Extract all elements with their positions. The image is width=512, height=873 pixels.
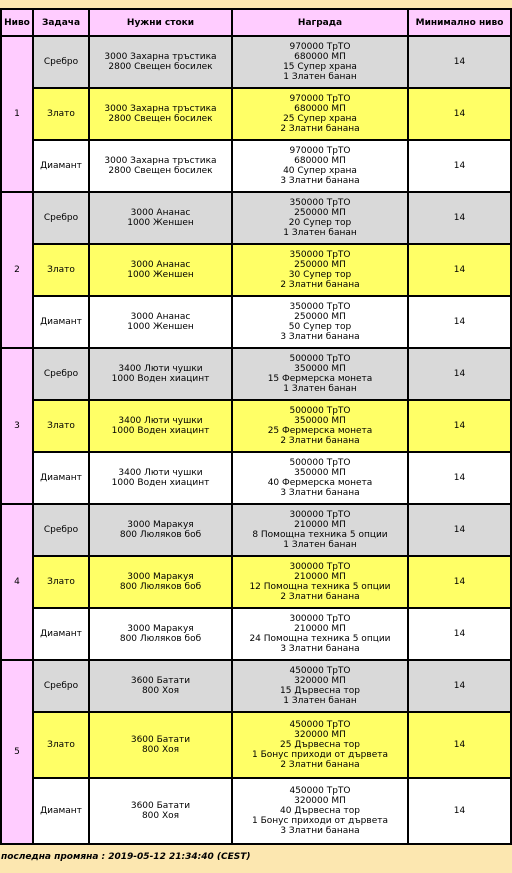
reward-line: 8 Помощна техника 5 опции bbox=[252, 530, 388, 540]
min-level-cell: 14 bbox=[408, 608, 511, 660]
table-row bbox=[1, 556, 511, 608]
min-level-cell: 14 bbox=[408, 296, 511, 348]
level-cell: 1 bbox=[1, 36, 33, 192]
goods-line: 1000 Воден хиацинт bbox=[111, 478, 210, 488]
header-goods: Нужни стоки bbox=[89, 9, 232, 36]
header-level: Ниво bbox=[1, 9, 33, 36]
reward-line: 24 Помощна техника 5 опции bbox=[249, 634, 391, 644]
goods-line: 3400 Люти чушки bbox=[118, 416, 203, 426]
reward-line: 30 Супер тор bbox=[288, 270, 352, 280]
goods-cell bbox=[89, 296, 232, 348]
goods-cell bbox=[89, 192, 232, 244]
reward-cell bbox=[232, 192, 408, 244]
goods-line: 2800 Свещен босилек bbox=[108, 166, 213, 176]
reward-line: 25 Супер храна bbox=[283, 114, 357, 124]
goods-cell bbox=[89, 36, 232, 88]
reward-line: 350000 ТрТО bbox=[289, 198, 351, 208]
goods-line: 2800 Свещен босилек bbox=[108, 62, 213, 72]
goods-line: 800 Хоя bbox=[141, 745, 180, 755]
goods-line: 3600 Батати bbox=[130, 735, 191, 745]
reward-line: 3 Златни банана bbox=[280, 488, 360, 498]
goods-cell bbox=[89, 556, 232, 608]
goods-cell bbox=[89, 778, 232, 844]
reward-line: 15 Супер храна bbox=[283, 62, 357, 72]
goods-line: 3000 Захарна тръстика bbox=[104, 52, 217, 62]
reward-line: 300000 ТрТО bbox=[289, 614, 351, 624]
goods-line: 3000 Маракуя bbox=[127, 572, 194, 582]
reward-line: 40 Супер храна bbox=[283, 166, 357, 176]
min-level-cell: 14 bbox=[408, 244, 511, 296]
goods-line: 3400 Люти чушки bbox=[118, 364, 203, 374]
goods-line: 800 Люляков боб bbox=[119, 582, 202, 592]
goods-line: 3000 Ананас bbox=[130, 312, 191, 322]
reward-line: 500000 ТрТО bbox=[289, 458, 351, 468]
reward-cell bbox=[232, 296, 408, 348]
reward-line: 350000 ТрТО bbox=[289, 250, 351, 260]
task-cell: Злато bbox=[33, 88, 89, 140]
reward-line: 50 Супер тор bbox=[288, 322, 352, 332]
table-row bbox=[1, 660, 511, 712]
min-level-cell: 14 bbox=[408, 348, 511, 400]
task-cell: Диамант bbox=[33, 452, 89, 504]
reward-line: 3 Златни банана bbox=[280, 826, 360, 836]
level-cell: 5 bbox=[1, 660, 33, 844]
table-row bbox=[1, 452, 511, 504]
table-body bbox=[1, 36, 511, 844]
goods-line: 3400 Люти чушки bbox=[118, 468, 203, 478]
reward-line: 1 Златен банан bbox=[283, 696, 357, 706]
goods-line: 3000 Захарна тръстика bbox=[104, 104, 217, 114]
table-row bbox=[1, 778, 511, 844]
goods-line: 3000 Ананас bbox=[130, 208, 191, 218]
reward-line: 450000 ТрТО bbox=[289, 786, 351, 796]
reward-cell bbox=[232, 88, 408, 140]
task-cell: Сребро bbox=[33, 348, 89, 400]
reward-cell bbox=[232, 452, 408, 504]
reward-line: 15 Фермерска монета bbox=[267, 374, 373, 384]
task-cell: Сребро bbox=[33, 192, 89, 244]
table-row bbox=[1, 296, 511, 348]
goods-cell bbox=[89, 608, 232, 660]
reward-line: 40 Дървесна тор bbox=[280, 806, 360, 816]
header-min-level: Минимално ниво bbox=[408, 9, 511, 36]
task-cell: Сребро bbox=[33, 36, 89, 88]
table-row bbox=[1, 608, 511, 660]
reward-line: 210000 МП bbox=[294, 572, 346, 582]
goods-cell bbox=[89, 88, 232, 140]
min-level-cell: 14 bbox=[408, 192, 511, 244]
reward-cell bbox=[232, 140, 408, 192]
goods-cell bbox=[89, 140, 232, 192]
task-cell: Диамант bbox=[33, 608, 89, 660]
reward-line: 1 Златен банан bbox=[283, 540, 357, 550]
goods-line: 1000 Женшен bbox=[127, 322, 194, 332]
table-row bbox=[1, 192, 511, 244]
header-row bbox=[1, 9, 511, 36]
min-level-cell: 14 bbox=[408, 504, 511, 556]
min-level-cell: 14 bbox=[408, 556, 511, 608]
goods-line: 800 Люляков боб bbox=[119, 634, 202, 644]
goods-line: 3000 Захарна тръстика bbox=[104, 156, 217, 166]
reward-line: 15 Дървесна тор bbox=[280, 686, 360, 696]
reward-line: 25 Фермерска монета bbox=[267, 426, 373, 436]
level-cell: 3 bbox=[1, 348, 33, 504]
table-row bbox=[1, 88, 511, 140]
reward-line: 250000 МП bbox=[294, 312, 346, 322]
table-row bbox=[1, 348, 511, 400]
reward-line: 3 Златни банана bbox=[280, 176, 360, 186]
reward-line: 250000 МП bbox=[294, 208, 346, 218]
goods-line: 3000 Маракуя bbox=[127, 520, 194, 530]
reward-line: 680000 МП bbox=[294, 104, 346, 114]
reward-line: 1 Бонус приходи от дървета bbox=[251, 816, 388, 826]
reward-cell bbox=[232, 244, 408, 296]
min-level-cell: 14 bbox=[408, 400, 511, 452]
reward-line: 500000 ТрТО bbox=[289, 406, 351, 416]
header-reward: Награда bbox=[232, 9, 408, 36]
task-cell: Злато bbox=[33, 556, 89, 608]
task-cell: Злато bbox=[33, 244, 89, 296]
goods-line: 800 Хоя bbox=[141, 686, 180, 696]
min-level-cell: 14 bbox=[408, 140, 511, 192]
reward-line: 12 Помощна техника 5 опции bbox=[249, 582, 391, 592]
reward-line: 320000 МП bbox=[294, 796, 346, 806]
reward-line: 1 Златен банан bbox=[283, 72, 357, 82]
reward-line: 680000 МП bbox=[294, 52, 346, 62]
table-row bbox=[1, 504, 511, 556]
reward-line: 2 Златни банана bbox=[280, 124, 360, 134]
reward-line: 20 Супер тор bbox=[288, 218, 352, 228]
goods-cell bbox=[89, 244, 232, 296]
level-cell: 4 bbox=[1, 504, 33, 660]
reward-line: 350000 МП bbox=[294, 416, 346, 426]
reward-line: 2 Златни банана bbox=[280, 760, 360, 770]
reward-line: 970000 ТрТО bbox=[289, 94, 351, 104]
goods-cell bbox=[89, 348, 232, 400]
goods-line: 800 Люляков боб bbox=[119, 530, 202, 540]
reward-cell bbox=[232, 348, 408, 400]
reward-line: 25 Дървесна тор bbox=[280, 740, 360, 750]
goods-line: 3600 Батати bbox=[130, 676, 191, 686]
min-level-cell: 14 bbox=[408, 712, 511, 778]
reward-cell bbox=[232, 660, 408, 712]
goods-line: 1000 Женшен bbox=[127, 270, 194, 280]
reward-line: 300000 ТрТО bbox=[289, 510, 351, 520]
reward-line: 450000 ТрТО bbox=[289, 666, 351, 676]
reward-line: 320000 МП bbox=[294, 676, 346, 686]
task-cell: Злато bbox=[33, 712, 89, 778]
table-row bbox=[1, 400, 511, 452]
task-cell: Злато bbox=[33, 400, 89, 452]
reward-line: 3 Златни банана bbox=[280, 332, 360, 342]
reward-line: 2 Златни банана bbox=[280, 592, 360, 602]
table-row bbox=[1, 36, 511, 88]
min-level-cell: 14 bbox=[408, 660, 511, 712]
reward-line: 970000 ТрТО bbox=[289, 42, 351, 52]
reward-line: 40 Фермерска монета bbox=[267, 478, 373, 488]
reward-line: 450000 ТрТО bbox=[289, 720, 351, 730]
goods-line: 2800 Свещен босилек bbox=[108, 114, 213, 124]
reward-line: 1 Златен банан bbox=[283, 384, 357, 394]
quests-table bbox=[0, 8, 512, 845]
reward-line: 1 Златен банан bbox=[283, 228, 357, 238]
task-cell: Диамант bbox=[33, 296, 89, 348]
reward-cell bbox=[232, 556, 408, 608]
reward-line: 250000 МП bbox=[294, 260, 346, 270]
task-cell: Сребро bbox=[33, 504, 89, 556]
goods-line: 3000 Маракуя bbox=[127, 624, 194, 634]
table-row bbox=[1, 140, 511, 192]
goods-line: 3000 Ананас bbox=[130, 260, 191, 270]
reward-line: 3 Златни банана bbox=[280, 644, 360, 654]
goods-cell bbox=[89, 504, 232, 556]
level-cell: 2 bbox=[1, 192, 33, 348]
last-modified: последна промяна : 2019-05-12 21:34:40 (CEST) bbox=[1, 852, 251, 862]
reward-line: 350000 МП bbox=[294, 468, 346, 478]
reward-line: 680000 МП bbox=[294, 156, 346, 166]
reward-cell bbox=[232, 400, 408, 452]
goods-line: 1000 Воден хиацинт bbox=[111, 374, 210, 384]
goods-line: 800 Хоя bbox=[141, 811, 180, 821]
reward-cell bbox=[232, 504, 408, 556]
goods-cell bbox=[89, 660, 232, 712]
task-cell: Диамант bbox=[33, 140, 89, 192]
reward-cell bbox=[232, 778, 408, 844]
reward-line: 500000 ТрТО bbox=[289, 354, 351, 364]
goods-line: 3600 Батати bbox=[130, 801, 191, 811]
reward-line: 1 Бонус приходи от дървета bbox=[251, 750, 388, 760]
goods-line: 1000 Воден хиацинт bbox=[111, 426, 210, 436]
reward-line: 350000 ТрТО bbox=[289, 302, 351, 312]
min-level-cell: 14 bbox=[408, 36, 511, 88]
reward-line: 210000 МП bbox=[294, 624, 346, 634]
reward-line: 320000 МП bbox=[294, 730, 346, 740]
reward-cell bbox=[232, 608, 408, 660]
reward-line: 2 Златни банана bbox=[280, 280, 360, 290]
goods-line: 1000 Женшен bbox=[127, 218, 194, 228]
table-row bbox=[1, 712, 511, 778]
min-level-cell: 14 bbox=[408, 88, 511, 140]
goods-cell bbox=[89, 400, 232, 452]
reward-cell bbox=[232, 36, 408, 88]
goods-cell bbox=[89, 712, 232, 778]
min-level-cell: 14 bbox=[408, 452, 511, 504]
reward-line: 970000 ТрТО bbox=[289, 146, 351, 156]
reward-line: 350000 МП bbox=[294, 364, 346, 374]
goods-cell bbox=[89, 452, 232, 504]
min-level-cell: 14 bbox=[408, 778, 511, 844]
reward-line: 210000 МП bbox=[294, 520, 346, 530]
header-task: Задача bbox=[33, 9, 89, 36]
reward-line: 300000 ТрТО bbox=[289, 562, 351, 572]
reward-line: 2 Златни банана bbox=[280, 436, 360, 446]
table-row bbox=[1, 244, 511, 296]
reward-cell bbox=[232, 712, 408, 778]
task-cell: Сребро bbox=[33, 660, 89, 712]
task-cell: Диамант bbox=[33, 778, 89, 844]
